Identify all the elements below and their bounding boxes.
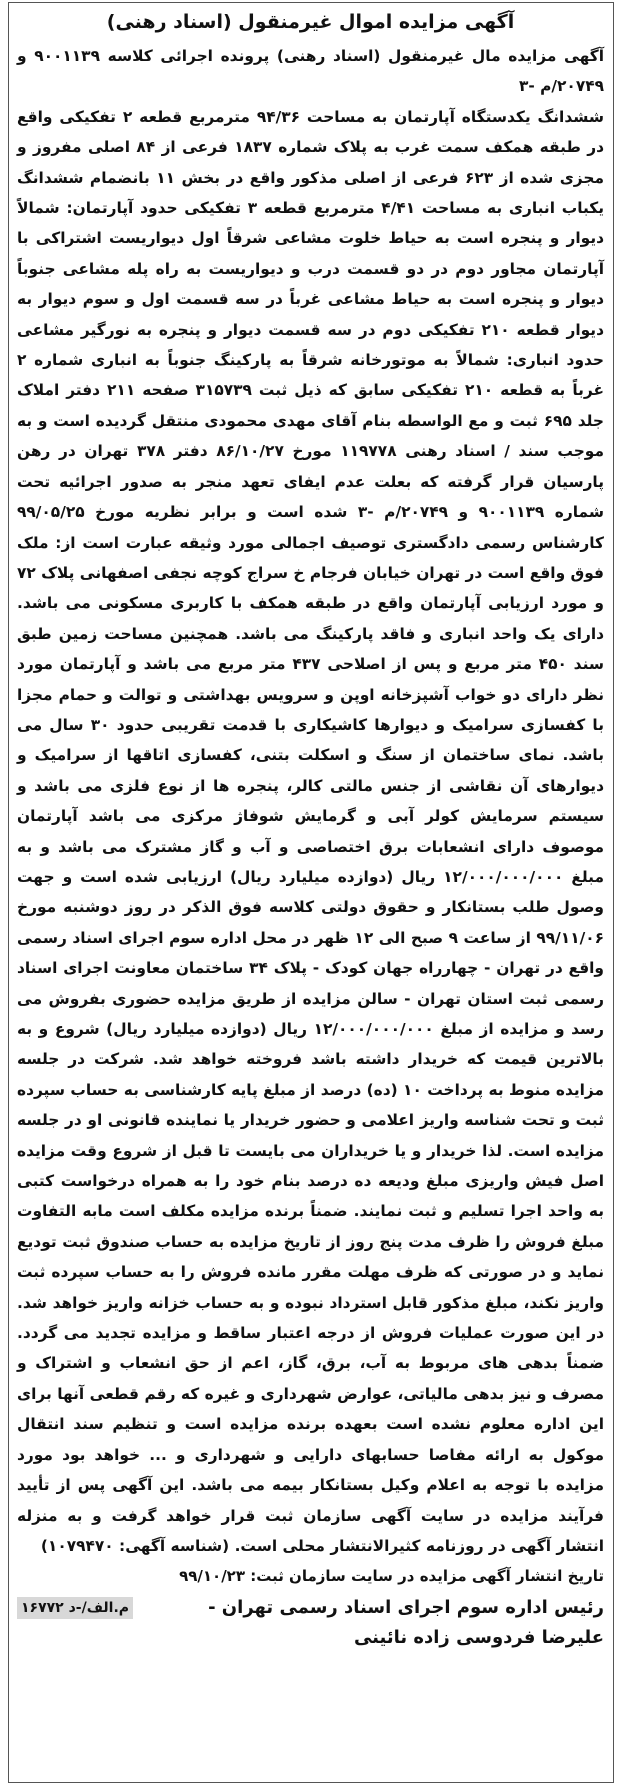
signature-name: علیرضا فردوسی زاده نائینی: [353, 1627, 604, 1649]
signature-block: [208, 1593, 604, 1653]
case-reference: آگهی مزایده مال غیرمنقول (اسناد رهنی) پرونده اجرائی کلاسه ۹۰۰۱۱۳۹ و ۲۰۷۴۹/م -۳: [17, 47, 604, 96]
notice-code: م.الف/-د ۱۶۷۷۲: [17, 1597, 133, 1619]
property-description: ششدانگ یکدستگاه آپارتمان به مساحت ۹۴/۳۶ مترمربع قطعه ۲ تفکیکی واقع در طبقه همکف سمت غرب به پلاک شماره ۱۸۳۷ فرعی از ۸۴ اصلی مفروز و مجزی شده از ۶۲۳ فرعی از اصلی مذکور واقع در بخش ۱۱ بانضمام ششدانگ یکباب انباری به مساحت ۴/۴۱ مترمربع قطعه ۳ تفکیکی حدود آپارتمان: شمالاً دیوار و پنجره است به حیاط خلوت مشاعی شرقاً اول دیواریست اشتراکی با آپارتمان مجاور دوم در دو قسمت درب و دیواریست به راه پله مشاعی جنوباً دیوار و پنجره است به حیاط مشاعی غرباً در سه قسمت اول و سوم دیوار به دیوار قطعه ۲۱۰ تفکیکی دوم در سه قسمت دیوار و پنجره به نورگیر مشاعی حدود انباری: شمالاً به موتورخانه شرقاً به پارکینگ جنوباً به انباری شماره ۲ غرباً به قطعه ۲۱۰ تفکیکی سابق که ذیل ثبت ۳۱۵۷۳۹ صفحه ۲۱۱ دفتر املاک جلد ۶۹۵ ثبت و مع الواسطه بنام آقای مهدی محمودی منتقل گردیده است و به موجب سند / اسناد رهنی ۱۱۹۷۷۸ مورخ ۸۶/۱۰/۲۷ دفتر ۳۷۸ تهران در رهن پارسیان قرار گرفته که بعلت عدم ایفای تعهد منجر به صدور اجرائیه تحت شماره ۹۰۰۱۱۳۹ و ۲۰۷۴۹/م -۳ شده است و برابر نظریه مورخ ۹۹/۰۵/۲۵ کارشناس رسمی دادگستری توصیف اجمالی مورد وثیقه عبارت است از: ملک فوق واقع است در تهران خیابان فرجام خ سراج کوچه نجفی اصفهانی پلاک ۷۲ و مورد ارزیابی آپارتمان واقع در طبقه همکف با کاربری مسکونی می باشد. دارای یک واحد انباری و فاقد پارکینگ می باشد. همچنین مساحت زمین طبق سند ۴۵۰ متر مربع و پس از اصلاحی ۴۳۷ متر مربع می باشد و آپارتمان مورد نظر دارای دو خواب آشپزخانه اوپن و سرویس بهداشتی و توالت و حمام مجزا با کفسازی سرامیک و دیوارها کاشیکاری با قدمت تقریبی حدود ۳۰ سال می باشد. نمای ساختمان از سنگ و اسکلت بتنی، کفسازی اتاقها از سرامیک و دیوارهای آن نقاشی از جنس مالتی کالر، پنجره ها از نوع فلزی می باشد و سیستم سرمایش کولر آبی و گرمایش شوفاژ مرکزی می باشد آپارتمان موصوف دارای انشعابات برق اختصاصی و آب و گاز مشترک می باشد و به مبلغ ۱۲/۰۰۰/۰۰۰/۰۰۰ ریال (دوازده میلیارد ریال) ارزیابی شده است و جهت وصول طلب بستانکار و حقوق دولتی کلاسه فوق الذکر در روز دوشنبه مورخ ۹۹/۱۱/۰۶ از ساعت ۹ صبح الی ۱۲ ظهر در محل اداره سوم اجرای اسناد رسمی واقع در تهران - چهارراه جهان کودک - پلاک ۳۴ ساختمان معاونت اجرای اسناد رسمی ثبت استان تهران - سالن مزایده از طریق مزایده حضوری بفروش می رسد و مزایده از مبلغ ۱۲/۰۰۰/۰۰۰/۰۰۰ ریال (دوازده میلیارد ریال) شروع و به بالاترین قیمت که خریدار داشته باشد فروخته خواهد شد. شرکت در جلسه مزایده منوط به پرداخت ۱۰ (ده) درصد از مبلغ پایه کارشناسی به حساب سپرده ثبت و تحت شناسه واریز اعلامی و حضور خریدار یا نماینده قانونی او در جلسه مزایده است. لذا خریدار و یا خریداران می بایست تا قبل از شروع وقت مزایده اصل فیش واریزی مبلغ ودیعه ده درصد بنام خود را به همراه درخواست کتبی به واحد اجرا تسلیم و ثبت نمایند. ضمناً برنده مزایده مکلف است مابه التفاوت مبلغ فروش را ظرف مدت پنج روز از تاریخ مزایده به حساب صندوق ثبت تودیع نماید و در صورتی که ظرف مهلت مقرر مانده فروش را به حساب سپرده ثبت واریز نکند، مبلغ مذکور قابل استرداد نبوده و به حساب خزانه واریز خواهد شد. در این صورت عملیات فروش از درجه اعتبار ساقط و مزایده تجدید می گردد. ضمناً بدهی های مربوط به آب، برق، گاز، اعم از حق انشعاب و اشتراک و مصرف و نیز بدهی مالیاتی، عوارض شهرداری و غیره که رقم قطعی آنها برای این اداره معلوم نشده است بعهده برنده مزایده است و تنظیم سند انتقال موکول به ارائه مفاصا حسابهای دارایی و شهرداری و ... خواهد بود مورد مزایده با توجه به اعلام وکیل بستانکار بیمه می باشد. این آگهی پس از تأیید فرآیند مزایده در سایت آگهی سازمان ثبت قرار خواهد گرفت و به منزله انتشار آگهی در روزنامه کثیرالانتشار محلی است. (شناسه آگهی: ۱۰۷۹۴۷۰): [17, 107, 605, 1555]
publication-date: تاریخ انتشار آگهی مزایده در سایت سازمان ثبت: ۹۹/۱۰/۲۳: [179, 1567, 604, 1586]
signature-row: [17, 1593, 604, 1653]
notice-title: آگهی مزایده اموال غیرمنقول (اسناد رهنی): [106, 11, 515, 33]
auction-notice: [8, 2, 614, 1783]
notice-body: [17, 41, 604, 1561]
signature-title: رئیس اداره سوم اجرای اسناد رسمی تهران -: [208, 1597, 604, 1619]
